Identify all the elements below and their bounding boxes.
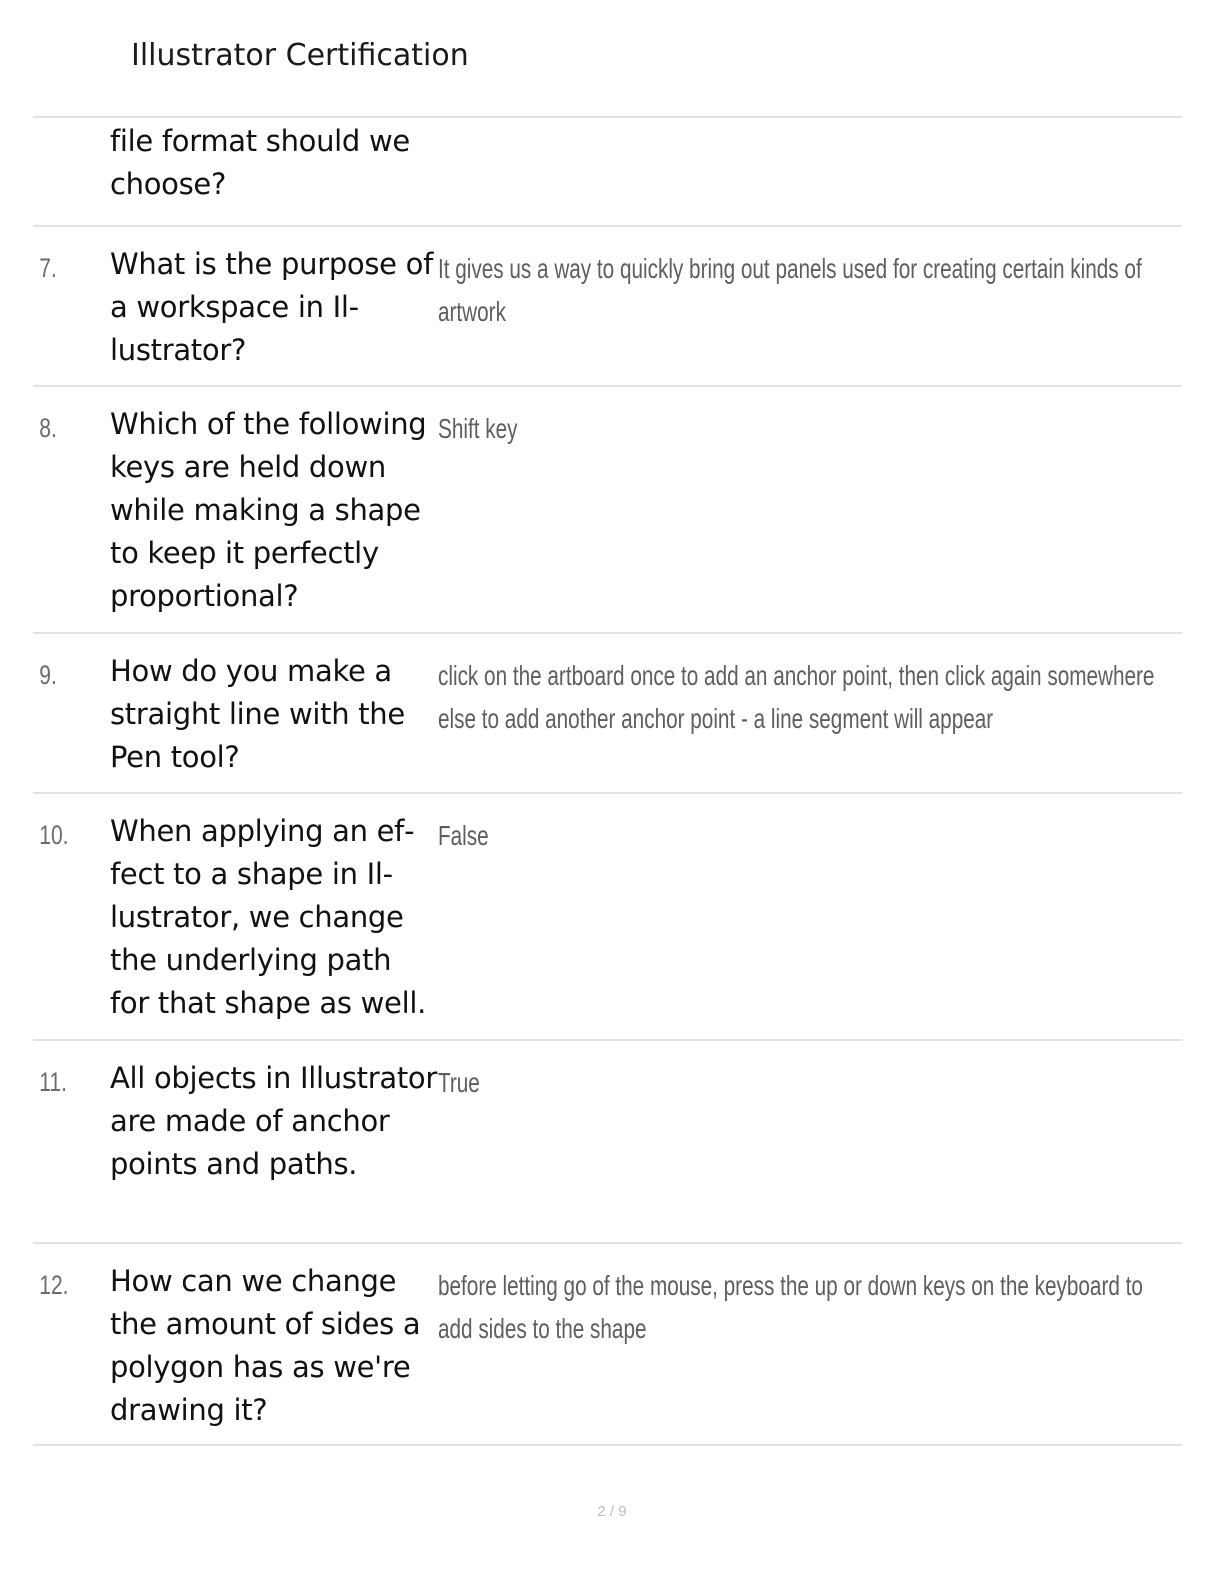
card-row (33, 385, 1182, 632)
card-number: 8. (39, 413, 57, 443)
card-number (33, 118, 93, 225)
card-definition: click on the artboard once to add an anchor point, then click again somewhere else to add another anchor point - a line segment will appear (438, 660, 1155, 734)
card-term: What is the purpose of a workspace in Illustrator? (110, 247, 433, 367)
card-term: All objects in Illustrator are made of anchor points and paths. (110, 1061, 437, 1181)
card-definition (438, 118, 1224, 225)
flashcard-table (33, 116, 1182, 1446)
card-term: How do you make a straight line with the Pen tool? (110, 654, 405, 774)
card-row (33, 632, 1182, 792)
card-row (33, 116, 1182, 225)
card-row (33, 1242, 1182, 1446)
card-number: 12. (39, 1270, 69, 1300)
card-number: 10. (39, 820, 69, 850)
document-title: Illustrator Certification (131, 38, 469, 73)
card-number: 7. (39, 253, 57, 283)
card-term: How can we change the amount of sides a polygon has as we're drawing it? (110, 1264, 421, 1427)
card-definition: Shift key (438, 413, 518, 444)
card-term: file format should we choose? (110, 124, 410, 201)
card-term: When applying an effect to a shape in Illustrator, we change the underlying path for that shape as well. (110, 814, 427, 1020)
card-row (33, 1039, 1182, 1242)
card-row (33, 225, 1182, 385)
card-term: Which of the following keys are held down while making a shape to keep it perfectly proportional? (110, 407, 427, 613)
card-definition: False (438, 820, 489, 851)
card-definition: before letting go of the mouse, press the up or down keys on the keyboard to add sides to the shape (438, 1270, 1143, 1344)
card-definition: It gives us a way to quickly bring out panels used for creating certain kinds of artwork (438, 253, 1142, 327)
card-definition: True (438, 1067, 480, 1098)
card-number: 11. (39, 1067, 67, 1097)
card-number: 9. (39, 660, 57, 690)
page-number: 2 / 9 (597, 1503, 627, 1520)
card-row (33, 792, 1182, 1039)
